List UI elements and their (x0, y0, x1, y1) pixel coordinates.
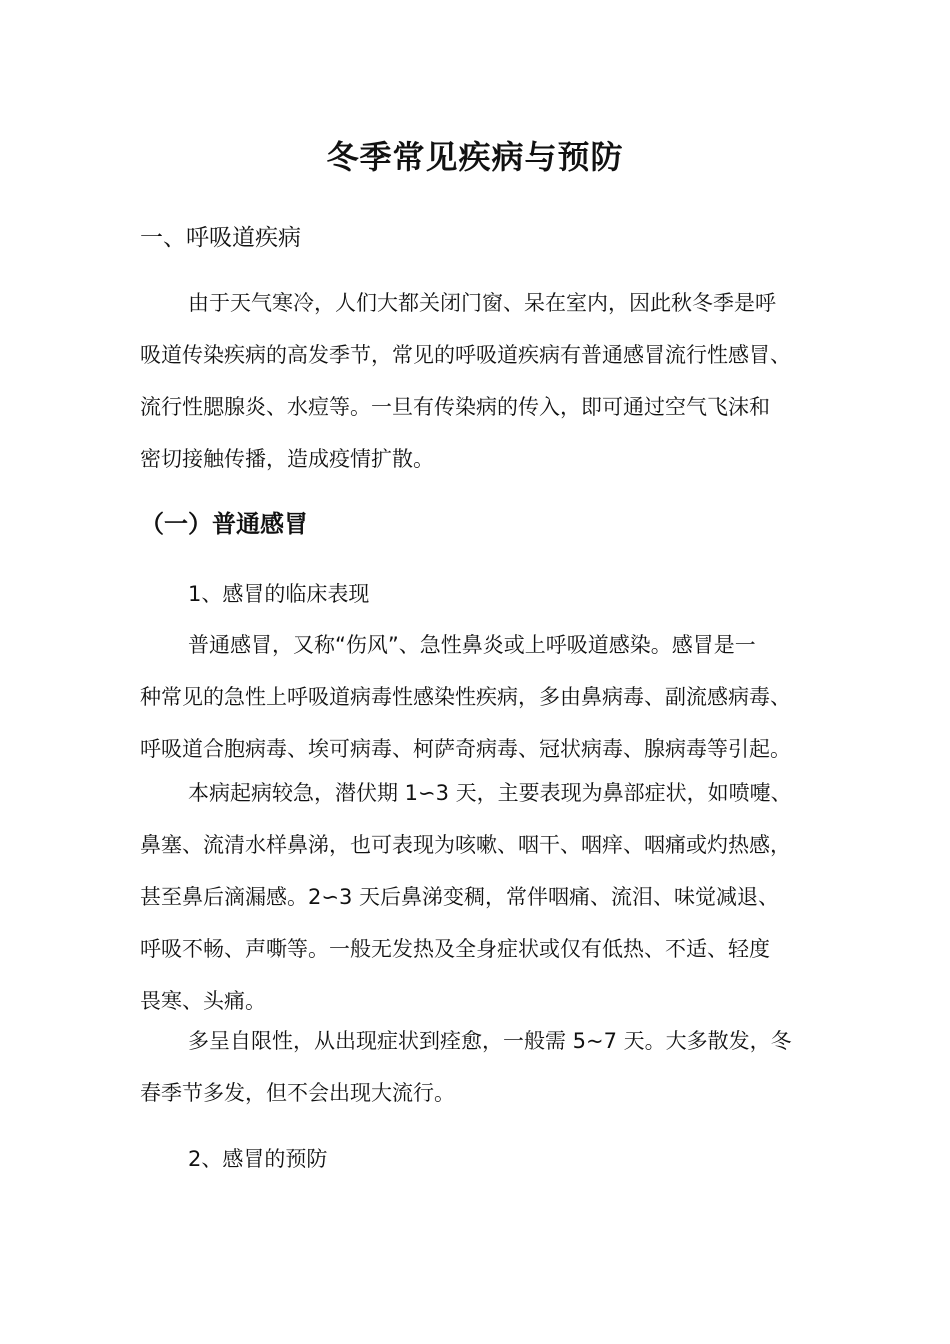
text-line: 普通感冒，又称“伤风”、急性鼻炎或上呼吸道感染。感冒是一 (188, 633, 756, 657)
item-heading-prevention: 2、感冒的预防 (188, 1147, 328, 1171)
text-line: 由于天气寒冷，人们大都关闭门窗、呆在室内，因此秋冬季是呼 (188, 291, 776, 315)
subsection-heading-common-cold: （一）普通感冒 (140, 510, 308, 538)
text-line: 流行性腮腺炎、水痘等。一旦有传染病的传入，即可通过空气飞沫和 (140, 395, 770, 419)
paragraph-symptoms (140, 767, 820, 1027)
text-line: 多呈自限性，从出现症状到痊愈，一般需 5~7 天。大多散发，冬 (188, 1029, 792, 1053)
paragraph-definition (140, 619, 820, 775)
text-line: 甚至鼻后滴漏感。2∽3 天后鼻涕变稠，常伴咽痛、流泪、味觉减退、 (140, 885, 779, 909)
paragraph-intro (140, 277, 820, 485)
text-line: 吸道传染疾病的高发季节，常见的呼吸道疾病有普通感冒流行性感冒、 (140, 343, 791, 367)
text-line: 本病起病较急，潜伏期 1∽3 天，主要表现为鼻部症状，如喷嚏、 (188, 781, 792, 805)
text-line: 种常见的急性上呼吸道病毒性感染性疾病，多由鼻病毒、副流感病毒、 (140, 685, 791, 709)
text-line: 呼吸道合胞病毒、埃可病毒、柯萨奇病毒、冠状病毒、腺病毒等引起。 (140, 737, 791, 761)
text-line: 呼吸不畅、声嘶等。一般无发热及全身症状或仅有低热、不适、轻度 (140, 937, 770, 961)
text-line: 密切接触传播，造成疫情扩散。 (140, 447, 434, 471)
text-line: 畏寒、头痛。 (140, 989, 266, 1013)
text-line: 鼻塞、流清水样鼻涕，也可表现为咳嗽、咽干、咽痒、咽痛或灼热感， (140, 833, 791, 857)
text-line: 春季节多发，但不会出现大流行。 (140, 1081, 455, 1105)
section-heading-respiratory: 一、呼吸道疾病 (140, 225, 301, 251)
paragraph-course (140, 1015, 820, 1119)
item-heading-clinical: 1、感冒的临床表现 (188, 582, 370, 606)
page-title: 冬季常见疾病与预防 (326, 138, 624, 176)
